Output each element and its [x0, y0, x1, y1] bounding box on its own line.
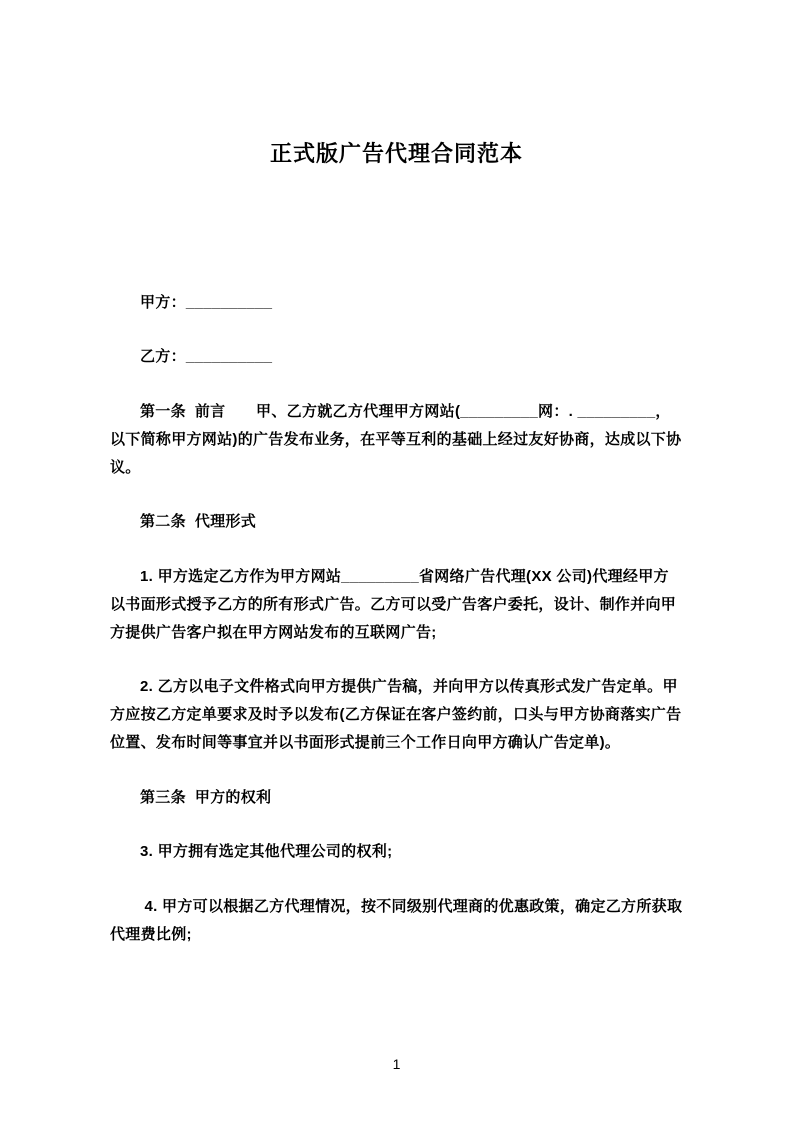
party-b-label: 乙方： — [140, 348, 186, 366]
party-a-label: 甲方： — [140, 293, 186, 311]
party-a-field — [110, 289, 683, 317]
section-3-heading — [110, 784, 683, 812]
document-body — [110, 289, 683, 949]
clause-2-text: 2. 乙方以电子文件格式向甲方提供广告稿，并向甲方以传真形式发广告定单。甲方应按乙方定单要求及时予以发布(乙方保证在客户签约前，口头与甲方协商落实广告位置、发布时间等事宜并以书面形式提前三个工作日向甲方确认广告定单)。 — [110, 678, 682, 751]
section-2-heading — [110, 508, 683, 536]
clause-2-paragraph — [110, 673, 683, 756]
clause-4-paragraph — [110, 893, 683, 949]
party-b-blank: __________ — [185, 348, 273, 366]
party-b-field — [110, 343, 683, 371]
section-3-heading-label: 第三条 甲方的权利 — [140, 788, 272, 806]
clause-3-text: 3. 甲方拥有选定其他代理公司的权利; — [140, 843, 393, 861]
clause-4-text: 4. 甲方可以根据乙方代理情况，按不同级别代理商的优惠政策，确定乙方所获取代理费比例; — [110, 898, 683, 943]
clause-1-text: 1. 甲方选定乙方作为甲方网站_________省网络广告代理(XX 公司)代理经甲方以书面形式授予乙方的所有形式广告。乙方可以受广告客户委托，设计、制作并向甲方提供广告客户拟在甲方网站发布的互联网广告; — [110, 568, 677, 641]
document-title: 正式版广告代理合同范本 — [269, 141, 523, 166]
section-2-heading-label: 第二条 代理形式 — [140, 513, 257, 531]
party-a-blank: __________ — [185, 293, 273, 311]
clause-3-paragraph — [110, 838, 683, 866]
section-1-heading: 第一条 前言 — [140, 403, 226, 421]
page-number: 1 — [392, 1056, 401, 1072]
section-1-text: 甲、乙方就乙方代理甲方网站(_________网：. _________，以下简称甲方网站)的广告发布业务，在平等互利的基础上经过友好协商，达成以下协议。 — [110, 403, 682, 476]
section-1-preamble — [110, 398, 683, 481]
clause-1-paragraph — [110, 563, 683, 646]
